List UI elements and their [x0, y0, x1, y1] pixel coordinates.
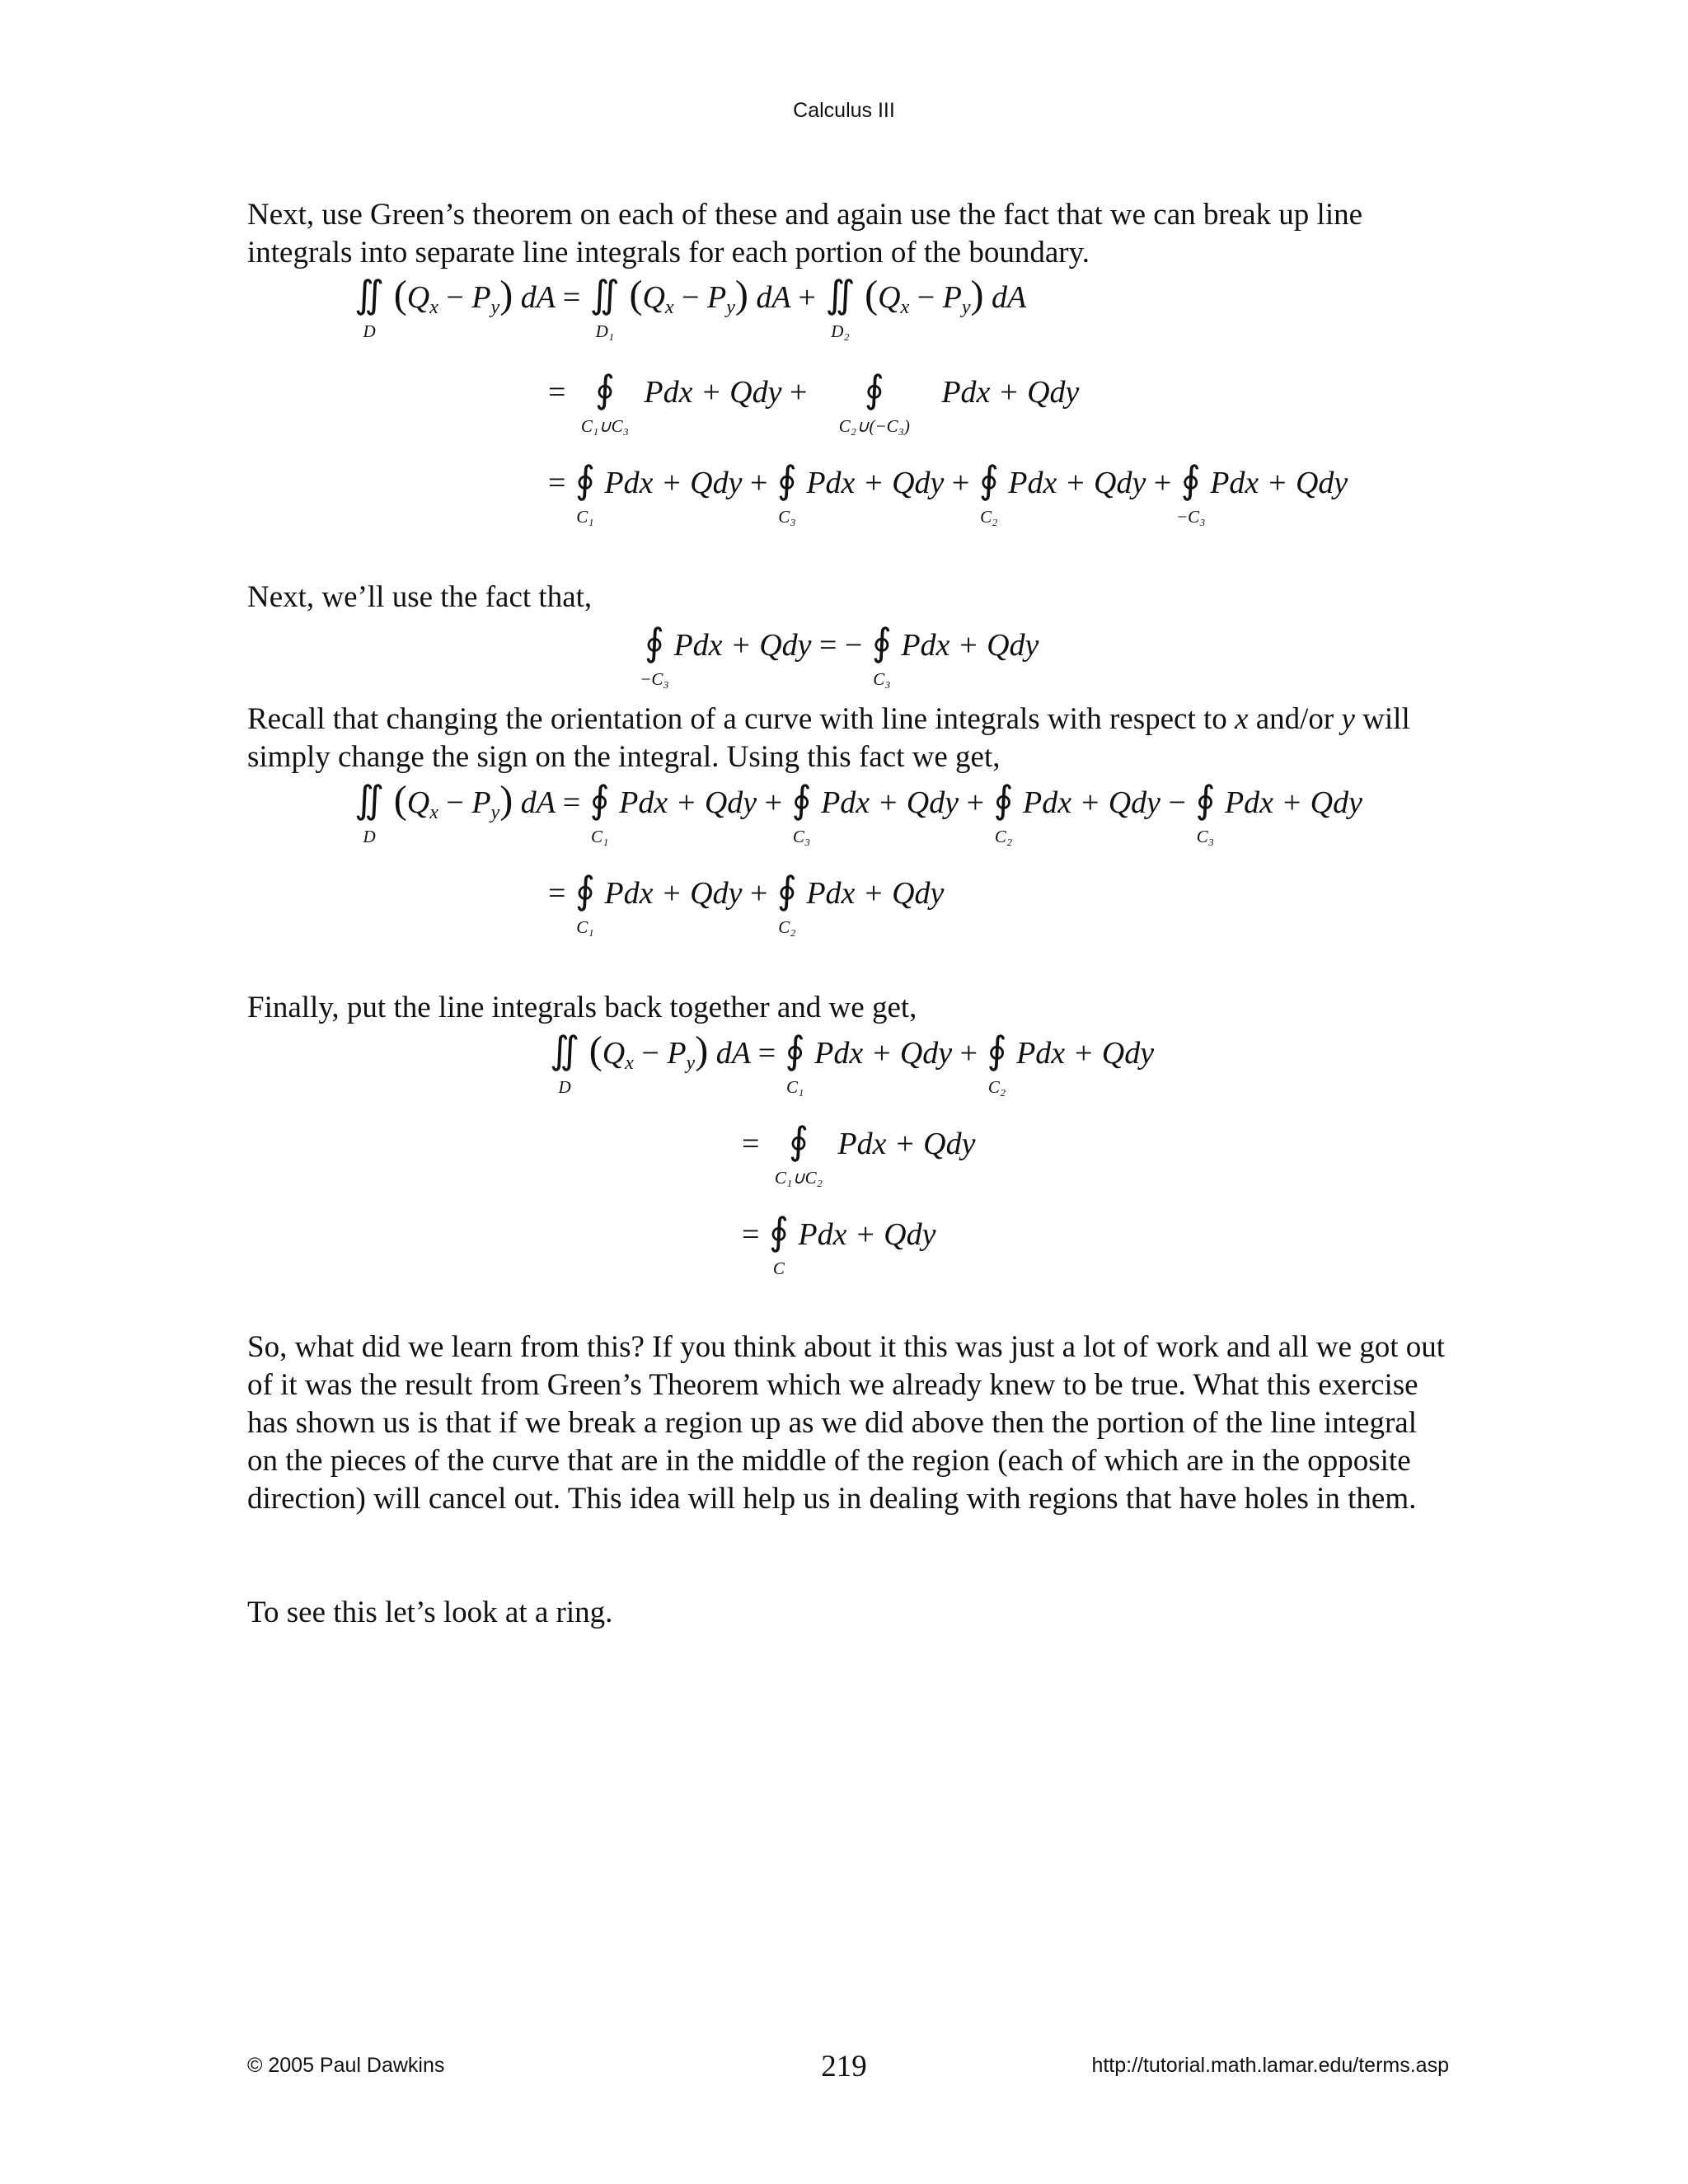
paragraph-orientation: Recall that changing the orientation of a curve with line integrals with respect to x and/or y will simply change the sign on the integral. Using this fact we get,	[247, 702, 1410, 774]
paragraph-use-fact: Next, we’ll use the fact that,	[247, 580, 593, 614]
double-integral-symbol: ∬ D	[354, 274, 385, 341]
paragraph-finally: Finally, put the line integrals back together and we get,	[247, 991, 917, 1024]
footer-url[interactable]: http://tutorial.math.lamar.edu/terms.asp	[1091, 2054, 1449, 2077]
equation-1-line-1: ∬ D (Qx − Py) dA = ∬ D₁ (Qx − Py) dA + ∬ D₂ (Qx − Py) dA	[354, 273, 1027, 341]
paragraph-ring: To see this let’s look at a ring.	[247, 1596, 613, 1629]
footer-copyright: © 2005 Paul Dawkins	[247, 2054, 445, 2077]
equation-1-line-3: = ∮ C₁ Pdx + Qdy + ∮ C₃ Pdx + Qdy + ∮ C₂ Pdx + Qdy + ∮ −C₃ Pdx + Qdy	[548, 459, 1348, 527]
equation-1-line-2: = ∮ C₁∪C₃ Pdx + Qdy + ∮ C₂∪(−C₃) Pdx + Qdy	[548, 368, 1080, 436]
equation-4-line-3: = ∮ C Pdx + Qdy	[742, 1211, 936, 1278]
paragraph-greens-intro: Next, use Green’s theorem on each of these and again use the fact that we can break up line integrals into separate line integrals for each portion of the boundary.	[247, 198, 1363, 269]
equation-4-line-2: = ∮ C₁∪C₂ Pdx + Qdy	[742, 1120, 976, 1188]
equation-3-line-2: = ∮ C₁ Pdx + Qdy + ∮ C₂ Pdx + Qdy	[548, 869, 945, 937]
page-number: 219	[821, 2050, 867, 2083]
equation-3-line-1: ∬ D (Qx − Py) dA = ∮ C₁ Pdx + Qdy + ∮ C₃ Pdx + Qdy + ∮ C₂ Pdx + Qdy − ∮ C₃ Pdx + Qdy	[354, 778, 1362, 846]
equation-2: ∮ −C₃ Pdx + Qdy = − ∮ C₃ Pdx + Qdy	[640, 621, 1039, 689]
page-header: Calculus III	[793, 99, 895, 122]
equation-4-line-1: ∬ D (Qx − Py) dA = ∮ C₁ Pdx + Qdy + ∮ C₂ Pdx + Qdy	[550, 1029, 1155, 1097]
paragraph-summary: So, what did we learn from this? If you think about it this was just a lot of work and all we got out of it was the result from Green’s Theorem which we already knew to be true. What this exercise has shown us is that if we break a region up as we did above then the portion of the line integral on the pieces of the curve that are in the middle of the region (each of which are in the opposite direction) will cancel out. This idea will help us in dealing with regions that have holes in them.	[247, 1330, 1446, 1516]
